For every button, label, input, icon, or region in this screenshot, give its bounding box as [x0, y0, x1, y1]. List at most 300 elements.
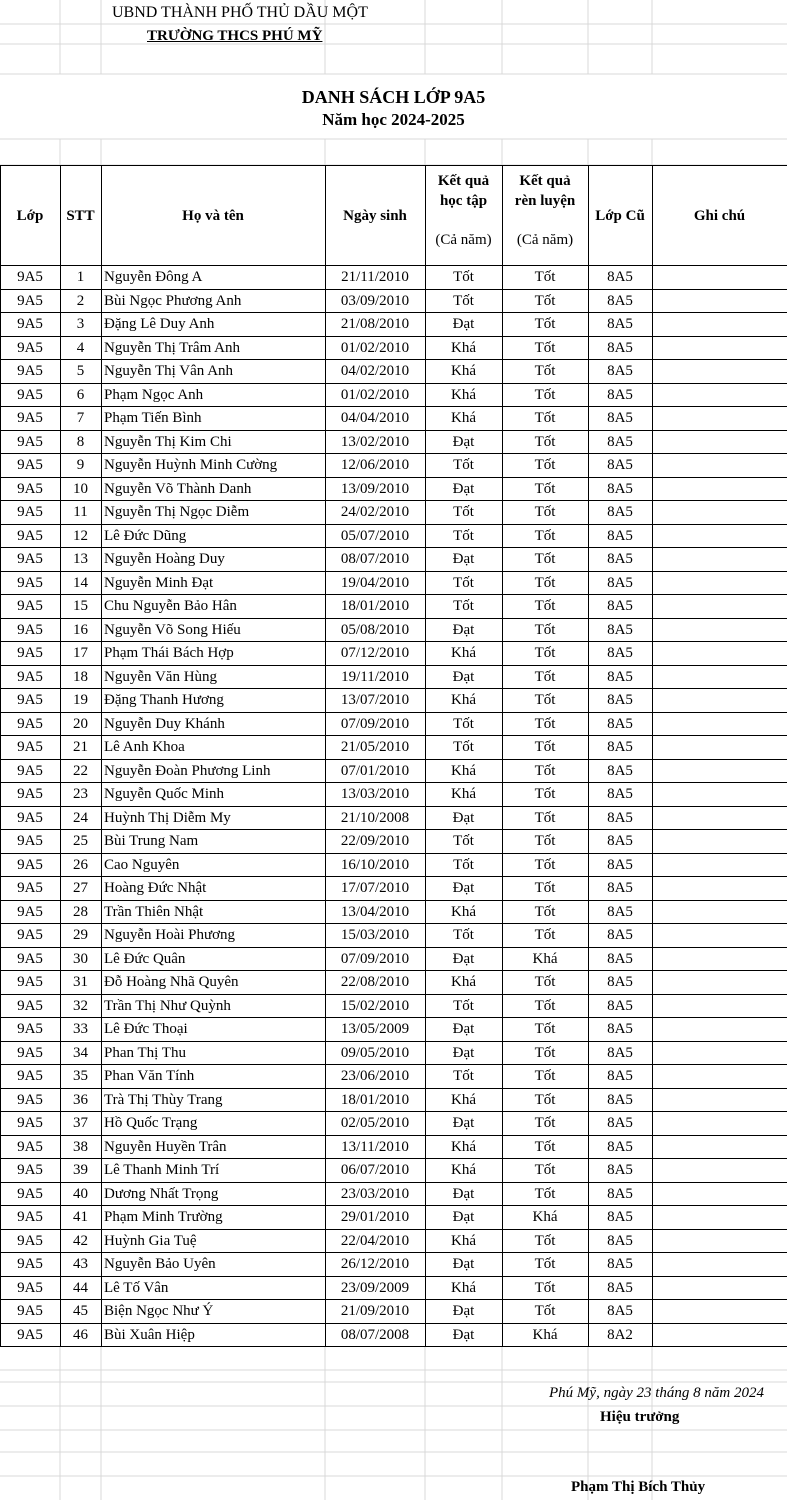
cell-conduct-result: Tốt — [534, 833, 556, 849]
cell-class: 9A5 — [17, 786, 43, 802]
cell-dob: 02/05/2010 — [340, 1115, 410, 1131]
cell-study-result: Đạt — [452, 1303, 475, 1319]
cell-conduct-result: Tốt — [534, 786, 556, 802]
cell-stt: 29 — [73, 927, 88, 943]
cell-class: 9A5 — [17, 363, 43, 379]
cell-dob: 13/02/2010 — [340, 433, 410, 450]
cell-study-result: Tốt — [453, 598, 474, 614]
cell-conduct-result: Tốt — [534, 598, 556, 614]
cell-old-class: 8A5 — [607, 739, 633, 755]
cell-stt: 16 — [73, 621, 88, 638]
cell-conduct-result: Tốt — [534, 316, 556, 332]
cell-name: Bùi Ngọc Phương Anh — [104, 292, 242, 309]
cell-study-result: Khá — [451, 762, 476, 779]
cell-stt: 9 — [76, 457, 85, 473]
cell-study-result: Đạt — [452, 316, 475, 332]
cell-class: 9A5 — [17, 1068, 43, 1084]
cell-class: 9A5 — [17, 692, 43, 708]
cell-stt: 43 — [73, 1256, 88, 1272]
cell-conduct-result: Tốt — [534, 1115, 556, 1131]
cell-dob: 19/11/2010 — [341, 668, 409, 685]
cell-name: Hồ Quốc Trạng — [104, 1115, 198, 1131]
cell-old-class: 8A5 — [607, 480, 633, 497]
cell-conduct-result: Tốt — [534, 1091, 556, 1108]
cell-name: Nguyễn Quốc Minh — [104, 786, 224, 802]
cell-stt: 23 — [73, 786, 88, 802]
cell-dob: 22/08/2010 — [340, 974, 410, 990]
cell-dob: 13/09/2010 — [340, 480, 410, 497]
cell-name: Nguyễn Hoài Phương — [104, 927, 236, 943]
school-year: Năm học 2024-2025 — [322, 110, 465, 129]
cell-stt: 44 — [73, 1279, 88, 1296]
cell-dob: 07/09/2010 — [340, 715, 410, 732]
cell-study-result: Tốt — [453, 856, 474, 873]
cell-study-result: Đạt — [452, 621, 475, 638]
cell-name: Lê Đức Quân — [104, 950, 186, 967]
cell-study-result: Khá — [451, 363, 476, 379]
cell-class: 9A5 — [17, 762, 43, 779]
principal-title: Hiệu trưởng — [600, 1409, 680, 1425]
cell-old-class: 8A5 — [607, 762, 633, 779]
cell-old-class: 8A5 — [607, 574, 633, 591]
cell-name: Nguyễn Võ Thành Danh — [104, 480, 252, 497]
cell-class: 9A5 — [17, 292, 43, 309]
cell-class: 9A5 — [17, 433, 43, 450]
cell-study-result: Khá — [451, 1232, 476, 1249]
cell-dob: 06/07/2010 — [340, 1162, 410, 1178]
cell-old-class: 8A5 — [607, 386, 633, 403]
cell-old-class: 8A5 — [607, 1021, 633, 1037]
cell-conduct-result: Tốt — [534, 1138, 556, 1155]
cell-conduct-result: Tốt — [534, 762, 556, 779]
col-header-old-class: Lớp Cũ — [595, 208, 645, 224]
cell-study-result: Tốt — [453, 997, 474, 1014]
cell-stt: 17 — [73, 645, 88, 661]
cell-class: 9A5 — [17, 950, 43, 967]
cell-class: 9A5 — [17, 1256, 43, 1272]
cell-study-result: Đạt — [452, 1021, 475, 1037]
cell-study-result: Khá — [451, 645, 476, 661]
cell-name: Huỳnh Gia Tuệ — [104, 1232, 197, 1249]
col-header-stt: STT — [66, 208, 95, 224]
cell-study-result: Tốt — [453, 715, 474, 732]
cell-dob: 01/02/2010 — [340, 339, 410, 356]
cell-name: Đỗ Hoàng Nhã Quyên — [104, 974, 239, 990]
cell-study-result: Đạt — [452, 1115, 475, 1131]
cell-dob: 08/07/2010 — [340, 551, 410, 567]
cell-conduct-result: Tốt — [534, 1303, 556, 1319]
cell-conduct-result: Tốt — [534, 739, 556, 755]
col-header-conduct-2: rèn luyện — [514, 193, 576, 209]
cell-stt: 35 — [73, 1068, 88, 1084]
cell-dob: 07/01/2010 — [340, 762, 410, 779]
cell-class: 9A5 — [17, 809, 43, 826]
cell-name: Biện Ngọc Như Ý — [104, 1303, 214, 1319]
cell-conduct-result: Tốt — [534, 668, 556, 685]
cell-stt: 34 — [73, 1044, 88, 1061]
cell-conduct-result: Tốt — [534, 880, 556, 896]
cell-name: Nguyễn Hoàng Duy — [104, 551, 225, 567]
document-title: DANH SÁCH LỚP 9A5 — [301, 87, 486, 107]
cell-study-result: Đạt — [452, 551, 475, 567]
cell-stt: 20 — [73, 715, 88, 732]
cell-old-class: 8A5 — [607, 1091, 633, 1108]
cell-conduct-result: Tốt — [534, 269, 556, 285]
cell-old-class: 8A5 — [607, 997, 633, 1014]
cell-stt: 6 — [76, 386, 85, 403]
cell-old-class: 8A5 — [607, 598, 633, 614]
cell-class: 9A5 — [17, 739, 43, 755]
cell-old-class: 8A5 — [607, 974, 633, 990]
cell-class: 9A5 — [17, 504, 43, 520]
cell-name: Hoàng Đức Nhật — [104, 880, 207, 896]
cell-stt: 31 — [73, 974, 88, 990]
cell-conduct-result: Tốt — [534, 645, 556, 661]
cell-dob: 21/10/2008 — [340, 809, 410, 826]
cell-name: Cao Nguyên — [104, 856, 180, 873]
cell-class: 9A5 — [17, 1162, 43, 1178]
col-header-dob: Ngày sinh — [343, 208, 407, 224]
cell-class: 9A5 — [17, 621, 43, 638]
cell-dob: 13/04/2010 — [340, 903, 410, 920]
cell-stt: 28 — [73, 903, 88, 920]
cell-name: Trần Thị Như Quỳnh — [104, 997, 231, 1014]
cell-study-result: Tốt — [453, 1068, 474, 1084]
cell-study-result: Đạt — [452, 1185, 475, 1202]
cell-class: 9A5 — [17, 1021, 43, 1037]
cell-stt: 7 — [76, 410, 85, 426]
cell-class: 9A5 — [17, 927, 43, 943]
cell-name: Nguyễn Thị Vân Anh — [104, 363, 234, 379]
cell-dob: 05/08/2010 — [340, 621, 410, 638]
cell-study-result: Khá — [451, 1162, 476, 1178]
cell-dob: 29/01/2010 — [340, 1209, 410, 1225]
cell-stt: 2 — [76, 292, 85, 309]
cell-dob: 09/05/2010 — [340, 1044, 410, 1061]
cell-conduct-result: Tốt — [534, 1232, 556, 1249]
cell-study-result: Khá — [451, 339, 476, 356]
cell-class: 9A5 — [17, 715, 43, 732]
cell-stt: 25 — [73, 833, 88, 849]
cell-stt: 42 — [73, 1232, 88, 1249]
cell-stt: 12 — [73, 527, 88, 544]
cell-stt: 33 — [73, 1021, 88, 1037]
cell-name: Nguyễn Huyền Trân — [104, 1138, 227, 1155]
cell-class: 9A5 — [17, 269, 43, 285]
cell-conduct-result: Tốt — [534, 574, 556, 591]
cell-dob: 23/06/2010 — [340, 1068, 410, 1084]
cell-stt: 8 — [76, 433, 85, 450]
cell-old-class: 8A5 — [607, 316, 633, 332]
cell-old-class: 8A5 — [607, 504, 633, 520]
cell-old-class: 8A5 — [607, 1256, 633, 1272]
col-header-name: Họ và tên — [182, 208, 244, 224]
cell-conduct-result: Tốt — [534, 363, 556, 379]
cell-name: Phan Thị Thu — [104, 1044, 186, 1061]
school-name: TRƯỜNG THCS PHÚ MỸ — [147, 28, 323, 44]
cell-class: 9A5 — [17, 339, 43, 356]
cell-stt: 10 — [73, 480, 88, 497]
cell-old-class: 8A5 — [607, 856, 633, 873]
cell-old-class: 8A5 — [607, 621, 633, 638]
cell-dob: 15/03/2010 — [340, 927, 410, 943]
cell-conduct-result: Tốt — [534, 692, 556, 708]
cell-dob: 05/07/2010 — [340, 527, 410, 544]
cell-name: Chu Nguyễn Bảo Hân — [104, 598, 237, 614]
cell-dob: 26/12/2010 — [340, 1256, 410, 1272]
cell-stt: 5 — [76, 363, 85, 379]
cell-conduct-result: Tốt — [534, 927, 556, 943]
cell-dob: 22/04/2010 — [340, 1232, 410, 1249]
cell-conduct-result: Tốt — [534, 856, 556, 873]
cell-old-class: 8A5 — [607, 1303, 633, 1319]
cell-name: Nguyễn Thị Trâm Anh — [104, 339, 240, 356]
cell-dob: 07/09/2010 — [340, 950, 410, 967]
cell-old-class: 8A5 — [607, 1115, 633, 1131]
cell-stt: 46 — [73, 1326, 88, 1343]
cell-stt: 45 — [73, 1303, 88, 1319]
cell-conduct-result: Tốt — [534, 292, 556, 309]
cell-class: 9A5 — [17, 1138, 43, 1155]
cell-name: Phạm Minh Trường — [104, 1209, 223, 1225]
cell-dob: 16/10/2010 — [340, 856, 410, 873]
cell-class: 9A5 — [17, 1326, 43, 1343]
cell-class: 9A5 — [17, 574, 43, 591]
cell-name: Trà Thị Thùy Trang — [104, 1091, 223, 1108]
cell-stt: 15 — [73, 598, 88, 614]
cell-class: 9A5 — [17, 1209, 43, 1225]
cell-conduct-result: Tốt — [534, 504, 556, 520]
cell-old-class: 8A5 — [607, 903, 633, 920]
cell-old-class: 8A2 — [607, 1326, 633, 1343]
cell-study-result: Khá — [451, 1279, 476, 1296]
cell-old-class: 8A5 — [607, 410, 633, 426]
cell-stt: 18 — [73, 668, 88, 685]
cell-name: Nguyễn Bảo Uyên — [104, 1256, 216, 1272]
cell-stt: 19 — [73, 692, 88, 708]
cell-study-result: Tốt — [453, 833, 474, 849]
cell-dob: 04/02/2010 — [340, 363, 410, 379]
cell-dob: 23/03/2010 — [340, 1185, 410, 1202]
cell-dob: 01/02/2010 — [340, 386, 410, 403]
cell-class: 9A5 — [17, 1091, 43, 1108]
cell-stt: 14 — [73, 574, 88, 591]
cell-study-result: Khá — [451, 903, 476, 920]
cell-class: 9A5 — [17, 527, 43, 544]
cell-study-result: Đạt — [452, 1209, 475, 1225]
cell-study-result: Tốt — [453, 269, 474, 285]
cell-conduct-result: Tốt — [534, 551, 556, 567]
cell-conduct-result: Tốt — [534, 997, 556, 1014]
cell-name: Bùi Trung Nam — [104, 833, 199, 849]
cell-old-class: 8A5 — [607, 1044, 633, 1061]
cell-dob: 04/04/2010 — [340, 410, 410, 426]
cell-study-result: Khá — [451, 786, 476, 802]
cell-name: Phạm Ngọc Anh — [104, 386, 204, 403]
cell-dob: 13/11/2010 — [341, 1138, 409, 1155]
col-header-study-2: học tập — [439, 193, 488, 209]
cell-study-result: Đạt — [452, 1326, 475, 1343]
cell-study-result: Tốt — [453, 527, 474, 544]
cell-old-class: 8A5 — [607, 1232, 633, 1249]
cell-stt: 1 — [76, 269, 85, 285]
cell-conduct-result: Tốt — [534, 621, 556, 638]
col-header-conduct-1: Kết quả — [519, 173, 571, 189]
cell-old-class: 8A5 — [607, 833, 633, 849]
cell-old-class: 8A5 — [607, 1138, 633, 1155]
cell-old-class: 8A5 — [607, 692, 633, 708]
cell-dob: 21/05/2010 — [340, 739, 410, 755]
cell-study-result: Tốt — [453, 574, 474, 591]
cell-class: 9A5 — [17, 1303, 43, 1319]
col-header-lop: Lớp — [16, 208, 44, 224]
cell-study-result: Khá — [451, 410, 476, 426]
cell-old-class: 8A5 — [607, 527, 633, 544]
cell-dob: 22/09/2010 — [340, 833, 410, 849]
cell-name: Nguyễn Đông A — [104, 269, 203, 285]
cell-dob: 23/09/2009 — [340, 1279, 410, 1296]
cell-dob: 18/01/2010 — [340, 598, 410, 614]
cell-study-result: Đạt — [452, 809, 475, 826]
cell-old-class: 8A5 — [607, 880, 633, 896]
cell-stt: 37 — [73, 1115, 88, 1131]
cell-old-class: 8A5 — [607, 786, 633, 802]
cell-study-result: Đạt — [452, 480, 475, 497]
cell-name: Phạm Tiến Bình — [104, 410, 202, 426]
cell-dob: 21/11/2010 — [341, 269, 409, 285]
cell-old-class: 8A5 — [607, 1185, 633, 1202]
cell-old-class: 8A5 — [607, 363, 633, 379]
cell-stt: 26 — [73, 856, 88, 873]
cell-study-result: Đạt — [452, 1256, 475, 1272]
cell-name: Nguyễn Huỳnh Minh Cường — [104, 457, 278, 473]
cell-class: 9A5 — [17, 1185, 43, 1202]
cell-conduct-result: Tốt — [534, 457, 556, 473]
cell-dob: 13/07/2010 — [340, 692, 410, 708]
cell-old-class: 8A5 — [607, 950, 633, 967]
cell-class: 9A5 — [17, 880, 43, 896]
cell-stt: 32 — [73, 997, 88, 1014]
cell-class: 9A5 — [17, 856, 43, 873]
cell-class: 9A5 — [17, 1279, 43, 1296]
authority-name: UBND THÀNH PHỐ THỦ DẦU MỘT — [112, 4, 368, 21]
cell-class: 9A5 — [17, 480, 43, 497]
cell-conduct-result: Tốt — [534, 809, 556, 826]
cell-old-class: 8A5 — [607, 339, 633, 356]
cell-name: Trần Thiên Nhật — [104, 903, 204, 920]
cell-old-class: 8A5 — [607, 457, 633, 473]
cell-class: 9A5 — [17, 410, 43, 426]
cell-stt: 40 — [73, 1185, 88, 1202]
cell-name: Nguyễn Thị Ngọc Diễm — [104, 504, 250, 520]
col-header-conduct-3: (Cả năm) — [516, 232, 574, 248]
cell-conduct-result: Tốt — [534, 903, 556, 920]
cell-stt: 4 — [76, 339, 85, 356]
cell-old-class: 8A5 — [607, 433, 633, 450]
cell-dob: 18/01/2010 — [340, 1091, 410, 1108]
cell-stt: 22 — [73, 762, 88, 779]
col-header-study-1: Kết quả — [437, 173, 490, 189]
cell-name: Bùi Xuân Hiệp — [104, 1326, 195, 1343]
cell-study-result: Khá — [451, 974, 476, 990]
cell-name: Lê Anh Khoa — [104, 739, 185, 755]
cell-name: Nguyễn Thị Kim Chi — [104, 433, 232, 450]
cell-conduct-result: Tốt — [534, 339, 556, 356]
cell-name: Nguyễn Duy Khánh — [104, 715, 225, 732]
cell-conduct-result: Tốt — [534, 1044, 556, 1061]
cell-stt: 38 — [73, 1138, 88, 1155]
cell-name: Lê Tố Vân — [104, 1279, 169, 1296]
cell-old-class: 8A5 — [607, 809, 633, 826]
cell-old-class: 8A5 — [607, 292, 633, 309]
cell-class: 9A5 — [17, 833, 43, 849]
cell-stt: 41 — [73, 1209, 88, 1225]
cell-name: Lê Đức Dũng — [104, 527, 187, 544]
cell-study-result: Khá — [451, 1091, 476, 1108]
cell-name: Đặng Thanh Hương — [104, 692, 224, 708]
cell-conduct-result: Tốt — [534, 1021, 556, 1037]
cell-old-class: 8A5 — [607, 1209, 633, 1225]
cell-conduct-result: Tốt — [534, 1256, 556, 1272]
cell-study-result: Đạt — [452, 433, 475, 450]
cell-dob: 19/04/2010 — [340, 574, 410, 591]
place-date: Phú Mỹ, ngày 23 tháng 8 năm 2024 — [549, 1385, 764, 1401]
cell-class: 9A5 — [17, 1044, 43, 1061]
cell-study-result: Đạt — [452, 1044, 475, 1061]
cell-conduct-result: Tốt — [534, 715, 556, 732]
cell-stt: 11 — [73, 504, 88, 520]
cell-study-result: Tốt — [453, 927, 474, 943]
cell-old-class: 8A5 — [607, 645, 633, 661]
cell-conduct-result: Khá — [532, 1326, 558, 1343]
cell-name: Huỳnh Thị Diễm My — [104, 809, 231, 826]
cell-study-result: Tốt — [453, 739, 474, 755]
cell-conduct-result: Tốt — [534, 527, 556, 544]
cell-conduct-result: Tốt — [534, 410, 556, 426]
cell-dob: 12/06/2010 — [340, 457, 410, 473]
cell-name: Đặng Lê Duy Anh — [104, 316, 215, 332]
cell-dob: 03/09/2010 — [340, 292, 410, 309]
cell-stt: 13 — [73, 551, 88, 567]
cell-name: Lê Thanh Minh Trí — [104, 1162, 220, 1178]
cell-study-result: Tốt — [453, 504, 474, 520]
cell-class: 9A5 — [17, 1115, 43, 1131]
cell-dob: 13/03/2010 — [340, 786, 410, 802]
cell-dob: 17/07/2010 — [340, 880, 410, 896]
cell-class: 9A5 — [17, 598, 43, 614]
cell-conduct-result: Tốt — [534, 974, 556, 990]
cell-name: Nguyễn Minh Đạt — [104, 574, 214, 591]
cell-dob: 21/09/2010 — [340, 1303, 410, 1319]
cell-class: 9A5 — [17, 386, 43, 403]
cell-old-class: 8A5 — [607, 715, 633, 732]
cell-conduct-result: Tốt — [534, 386, 556, 403]
cell-name: Dương Nhất Trọng — [104, 1185, 219, 1202]
cell-stt: 30 — [73, 950, 88, 967]
cell-study-result: Đạt — [452, 668, 475, 685]
cell-old-class: 8A5 — [607, 551, 633, 567]
cell-conduct-result: Tốt — [534, 1068, 556, 1084]
cell-study-result: Đạt — [452, 880, 475, 896]
cell-old-class: 8A5 — [607, 927, 633, 943]
cell-name: Lê Đức Thoại — [104, 1021, 188, 1037]
cell-old-class: 8A5 — [607, 1162, 633, 1178]
cell-class: 9A5 — [17, 457, 43, 473]
principal-name: Phạm Thị Bích Thủy — [571, 1479, 706, 1495]
cell-study-result: Khá — [451, 386, 476, 403]
cell-stt: 21 — [73, 739, 88, 755]
cell-study-result: Đạt — [452, 950, 475, 967]
